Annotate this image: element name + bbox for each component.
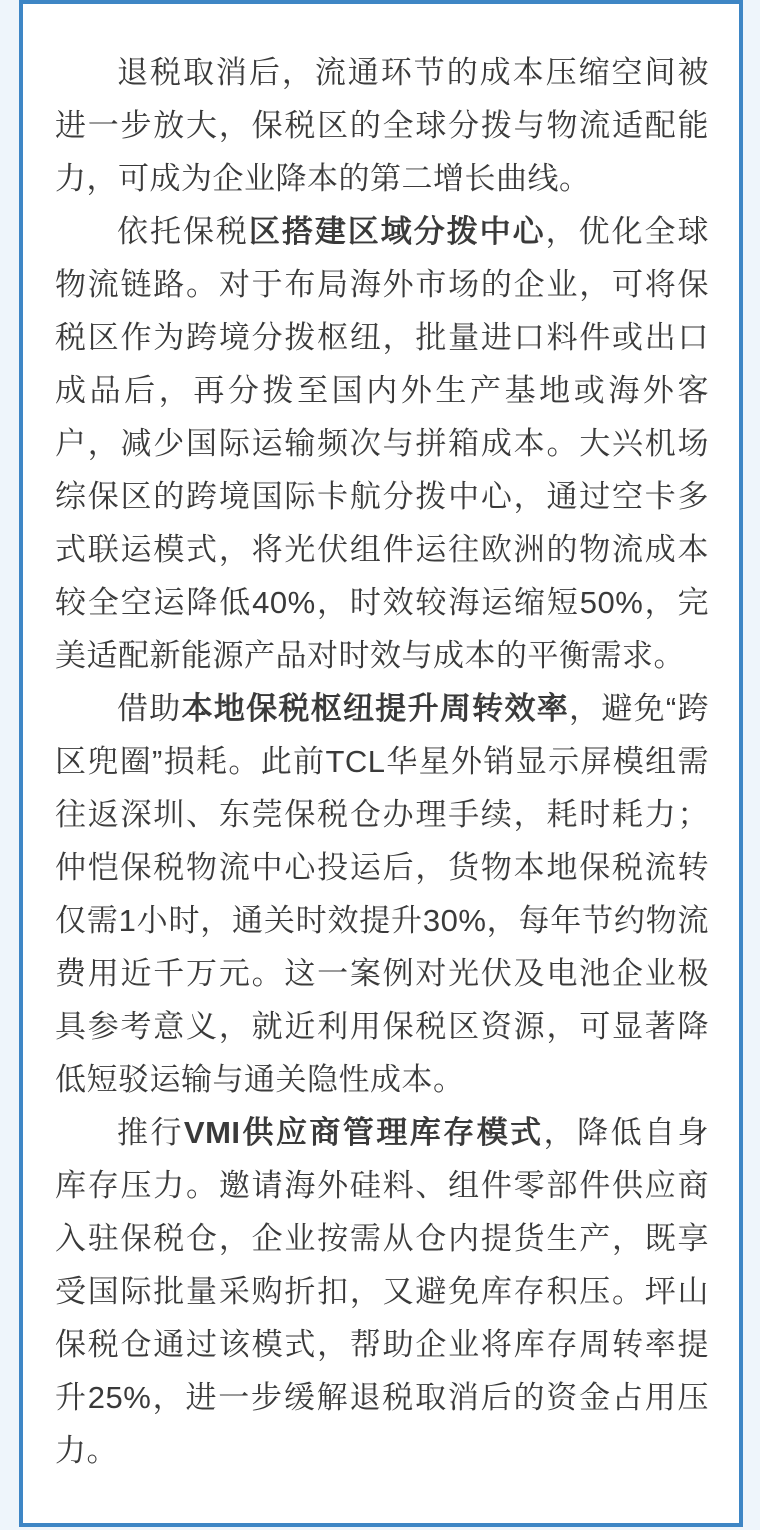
emphasis-text: 区搭建区域分拨中心 <box>248 214 546 249</box>
paragraph <box>55 682 709 1106</box>
body-text: ，避免“跨区兜圈”损耗。此前TCL华星外销显示屏模组需往返深圳、东莞保税仓办理手续，耗时耗力；仲恺保税物流中心投运后，货物本地保税流转仅需1小时，通关时效提升30%，每年节约物流费用近千万元。这一案例对光伏及电池企业极具参考意义，就近利用保税区资源，可显著降低短驳运输与通关隐性成本。 <box>55 691 710 1097</box>
body-text: 借助 <box>117 691 182 726</box>
article-card <box>19 0 743 1527</box>
paragraph <box>55 46 709 205</box>
body-text: 依托保税 <box>117 214 249 249</box>
article-body <box>23 4 739 1477</box>
body-text: 退税取消后，流通环节的成本压缩空间被进一步放大，保税区的全球分拨与物流适配能力，可成为企业降本的第二增长曲线。 <box>55 55 709 196</box>
body-text: ，优化全球物流链路。对于布局海外市场的企业，可将保税区作为跨境分拨枢纽，批量进口料件或出口成品后，再分拨至国内外生产基地或海外客户，减少国际运输频次与拼箱成本。大兴机场综保区的跨境国际卡航分拨中心，通过空卡多式联运模式，将光伏组件运往欧洲的物流成本较全空运降低40%，时效较海运缩短50%，完美适配新能源产品对时效与成本的平衡需求。 <box>55 214 710 673</box>
body-text: ，降低自身库存压力。邀请海外硅料、组件零部件供应商入驻保税仓，企业按需从仓内提货生产，既享受国际批量采购折扣，又避免库存积压。坪山保税仓通过该模式，帮助企业将库存周转率提升25%，进一步缓解退税取消后的资金占用压力。 <box>55 1115 709 1468</box>
paragraph <box>55 1106 709 1477</box>
body-text: 推行 <box>117 1115 184 1150</box>
emphasis-text: VMI供应商管理库存模式 <box>183 1115 544 1150</box>
emphasis-text: 本地保税枢纽提升周转效率 <box>181 691 570 726</box>
paragraph <box>55 205 709 682</box>
